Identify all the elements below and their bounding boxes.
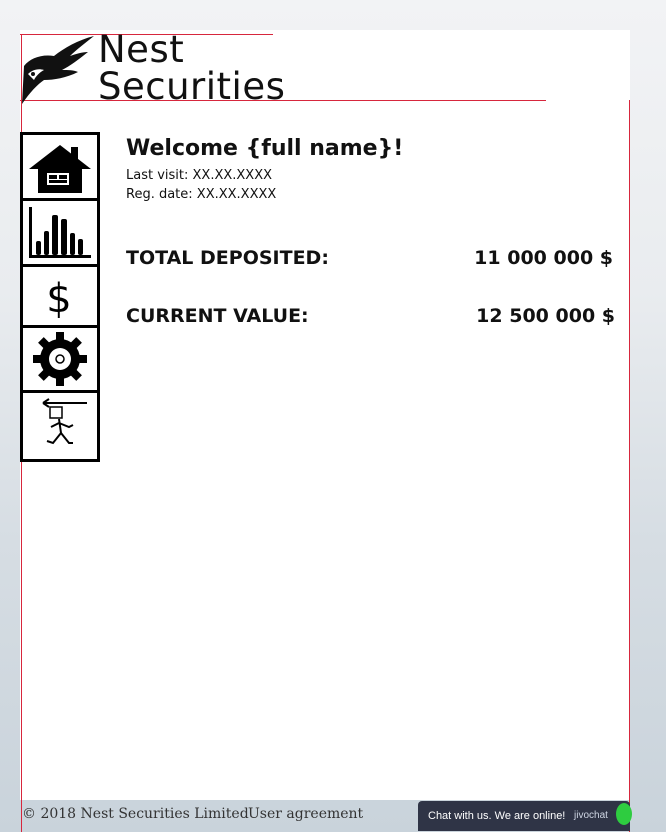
- chat-brand: jivochat: [574, 810, 608, 821]
- current-value-label: CURRENT VALUE:: [126, 305, 309, 327]
- nav-settings-button[interactable]: [20, 325, 100, 393]
- nav-home-button[interactable]: [20, 132, 100, 201]
- brand-name[interactable]: [98, 28, 286, 108]
- online-status-icon: [616, 803, 632, 825]
- chat-widget[interactable]: [418, 801, 630, 831]
- brand-line-1: Nest: [98, 28, 185, 71]
- welcome-heading: Welcome {full name}!: [126, 136, 404, 161]
- bird-logo-icon: [20, 30, 100, 108]
- bar-chart-icon: [23, 201, 97, 264]
- last-visit-text: Last visit: XX.XX.XXXX: [126, 168, 273, 183]
- reg-date-text: Reg. date: XX.XX.XXXX: [126, 187, 277, 202]
- copyright-text: © 2018 Nest Securities Limited: [22, 806, 249, 822]
- user-agreement-link[interactable]: User agreement: [248, 806, 364, 822]
- gear-icon: [23, 328, 97, 390]
- guide-line-right: [629, 100, 630, 832]
- total-deposited-value: 11 000 000 $: [474, 247, 613, 269]
- nav-finance-button[interactable]: [20, 264, 100, 328]
- brand-line-2: Securities: [98, 65, 286, 108]
- svg-text:$: $: [46, 276, 72, 322]
- total-deposited-label: TOTAL DEPOSITED:: [126, 247, 329, 269]
- dollar-icon: [23, 267, 97, 325]
- current-value-value: 12 500 000 $: [476, 305, 615, 327]
- running-exit-icon: [23, 393, 97, 459]
- nav-logout-button[interactable]: [20, 390, 100, 462]
- house-icon: [23, 135, 97, 198]
- nav-statistics-button[interactable]: [20, 198, 100, 267]
- chat-message: Chat with us. We are online!: [428, 810, 566, 822]
